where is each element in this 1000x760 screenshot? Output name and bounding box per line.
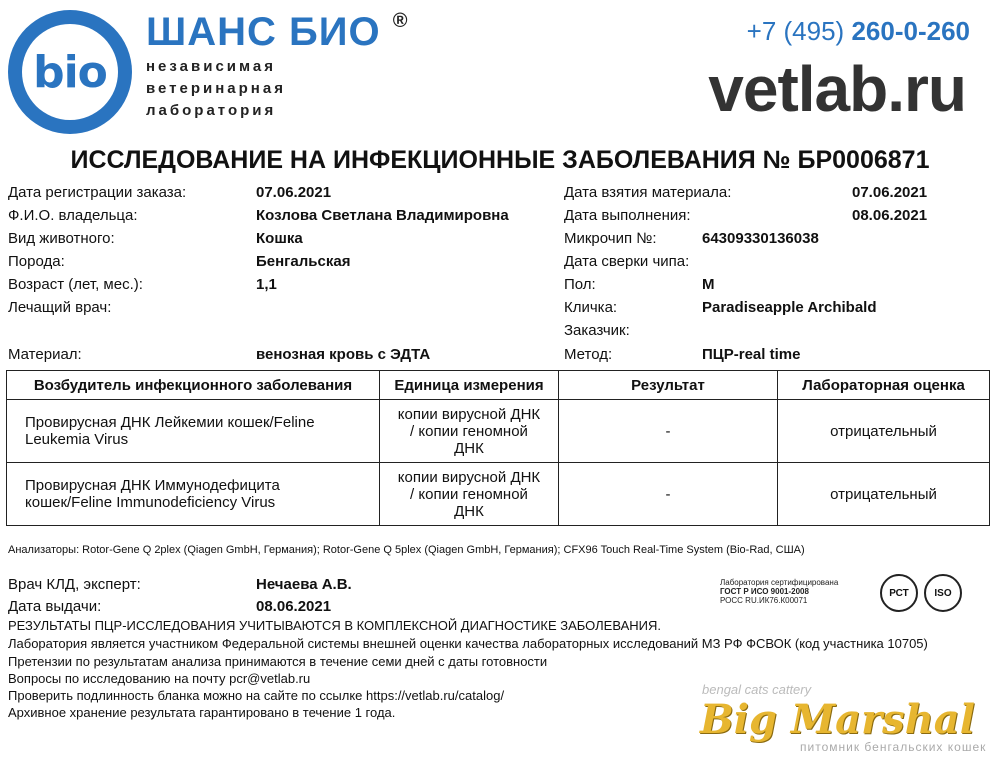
result-cell: - [559,463,778,526]
footer-line: Вопросы по исследованию на почту pcr@vetlab.ru [8,671,311,686]
registration-date: 07.06.2021 [256,184,332,201]
phone [747,16,970,47]
brand-name [146,10,408,55]
owner-name: Козлова Светлана Владимировна [256,207,509,224]
field-label: Дата выполнения: [564,207,691,224]
field-label: Дата сверки чипа: [564,253,690,270]
completion-date: 08.06.2021 [852,207,928,224]
unit-line: ДНК [454,439,484,457]
footer-line: Проверить подлинность бланка можно на сайте по ссылке https://vetlab.ru/catalog/ [8,688,505,703]
agent-line: кошек/Feline Immunodeficiency Virus [25,494,276,511]
assessment-cell: отрицательный [778,400,990,463]
field-label: Лечащий врач: [8,299,112,316]
cert-line: РОСС RU.ИК76.К00071 [720,596,808,605]
brand-text: ШАНС БИО [146,10,381,54]
unit-cell [380,463,559,526]
rst-stamp-icon: РСТ [880,574,918,612]
footer-line: Архивное хранение результата гарантировано в течение 1 года. [8,705,396,720]
unit-line: / копии геномной [410,485,528,503]
microchip-number: 64309330136038 [702,230,819,247]
field-label: Дата регистрации заказа: [8,184,187,201]
registered-mark: ® [392,10,409,32]
watermark-main: Big Marshal [700,696,975,743]
agent-line: Провирусная ДНК Иммунодефицита [25,477,280,494]
material-value: венозная кровь с ЭДТА [256,346,431,363]
field-label: Кличка: [564,299,618,316]
issue-date-label: Дата выдачи: [8,598,102,615]
sex: М [702,276,715,293]
unit-line: / копии геномной [410,422,528,440]
agent-line: Провирусная ДНК Лейкемии кошек/Feline [25,414,315,431]
brand-line-3: лаборатория [146,102,277,119]
unit-cell [380,400,559,463]
bio-logo-inner [22,24,118,120]
analyzers-note: Анализаторы: Rotor-Gene Q 2plex (Qiagen GmbH, Германия); Rotor-Gene Q 5plex (Qiagen GmbH, Германия); CFX96 Touch Real-Time System (Bio-Rad, США) [8,544,805,556]
field-label: Пол: [564,276,596,293]
column-header: Результат [559,371,778,400]
table-header-row [7,371,990,400]
field-label: Дата взятия материала: [564,184,732,201]
field-label: Заказчик: [564,322,630,339]
brand-line-2: ветеринарная [146,80,286,97]
method-value: ПЦР-real time [702,346,801,363]
field-label: Ф.И.О. владельца: [8,207,138,224]
pet-name: Paradiseapple Archibald [702,299,877,316]
field-label: Возраст (лет, мес.): [8,276,143,293]
age: 1,1 [256,276,277,293]
cert-line: Лаборатория сертифицирована [720,578,839,587]
animal-type: Кошка [256,230,303,247]
agent-cell [7,400,380,463]
agent-cell [7,463,380,526]
footer-line: Претензии по результатам анализа принимаются в течение семи дней с даты готовности [8,654,548,669]
watermark-top: bengal cats cattery [702,682,812,697]
brand-line-1: независимая [146,58,277,75]
footer-line: Лаборатория является участником Федеральной системы внешней оценки качества лабораторных исследований МЗ РФ ФСВОК (код участника 10705) [8,636,928,651]
column-header: Возбудитель инфекционного заболевания [7,371,380,400]
method-label: Метод: [564,346,613,363]
certification-block [720,578,838,605]
footer-line: РЕЗУЛЬТАТЫ ПЦР-ИССЛЕДОВАНИЯ УЧИТЫВАЮТСЯ В КОМПЛЕКСНОЙ ДИАГНОСТИКЕ ЗАБОЛЕВАНИЯ. [8,618,661,633]
table-row [7,400,990,463]
table-row [7,463,990,526]
watermark-bottom: питомник бенгальских кошек [800,740,987,754]
issue-date: 08.06.2021 [256,598,332,615]
document-title: ИССЛЕДОВАНИЕ НА ИНФЕКЦИОННЫЕ ЗАБОЛЕВАНИЯ № БР0006871 [70,146,930,174]
expert-name: Нечаева А.В. [256,576,352,593]
cert-line: ГОСТ Р ИСО 9001-2008 [720,587,809,596]
unit-line: копии вирусной ДНК [397,405,541,423]
agent-line: Leukemia Virus [25,431,129,448]
site-url: vetlab.ru [708,53,966,125]
field-label: Вид животного: [8,230,115,247]
column-header: Единица измерения [380,371,559,400]
column-header: Лабораторная оценка [778,371,990,400]
unit-line: ДНК [454,502,484,520]
field-label: Микрочип №: [564,230,657,247]
results-table [6,370,990,526]
result-cell: - [559,400,778,463]
expert-label: Врач КЛД, эксперт: [8,576,141,593]
unit-line: копии вирусной ДНК [397,468,541,486]
logo-text: bio [33,46,107,98]
phone-prefix: +7 (495) [746,16,845,46]
phone-number: 260-0-260 [851,16,970,46]
material-label: Материал: [8,346,82,363]
breed: Бенгальская [256,253,351,270]
assessment-cell: отрицательный [778,463,990,526]
sampling-date: 07.06.2021 [852,184,928,201]
field-label: Порода: [8,253,65,270]
iso-stamp-icon: ISO [924,574,962,612]
